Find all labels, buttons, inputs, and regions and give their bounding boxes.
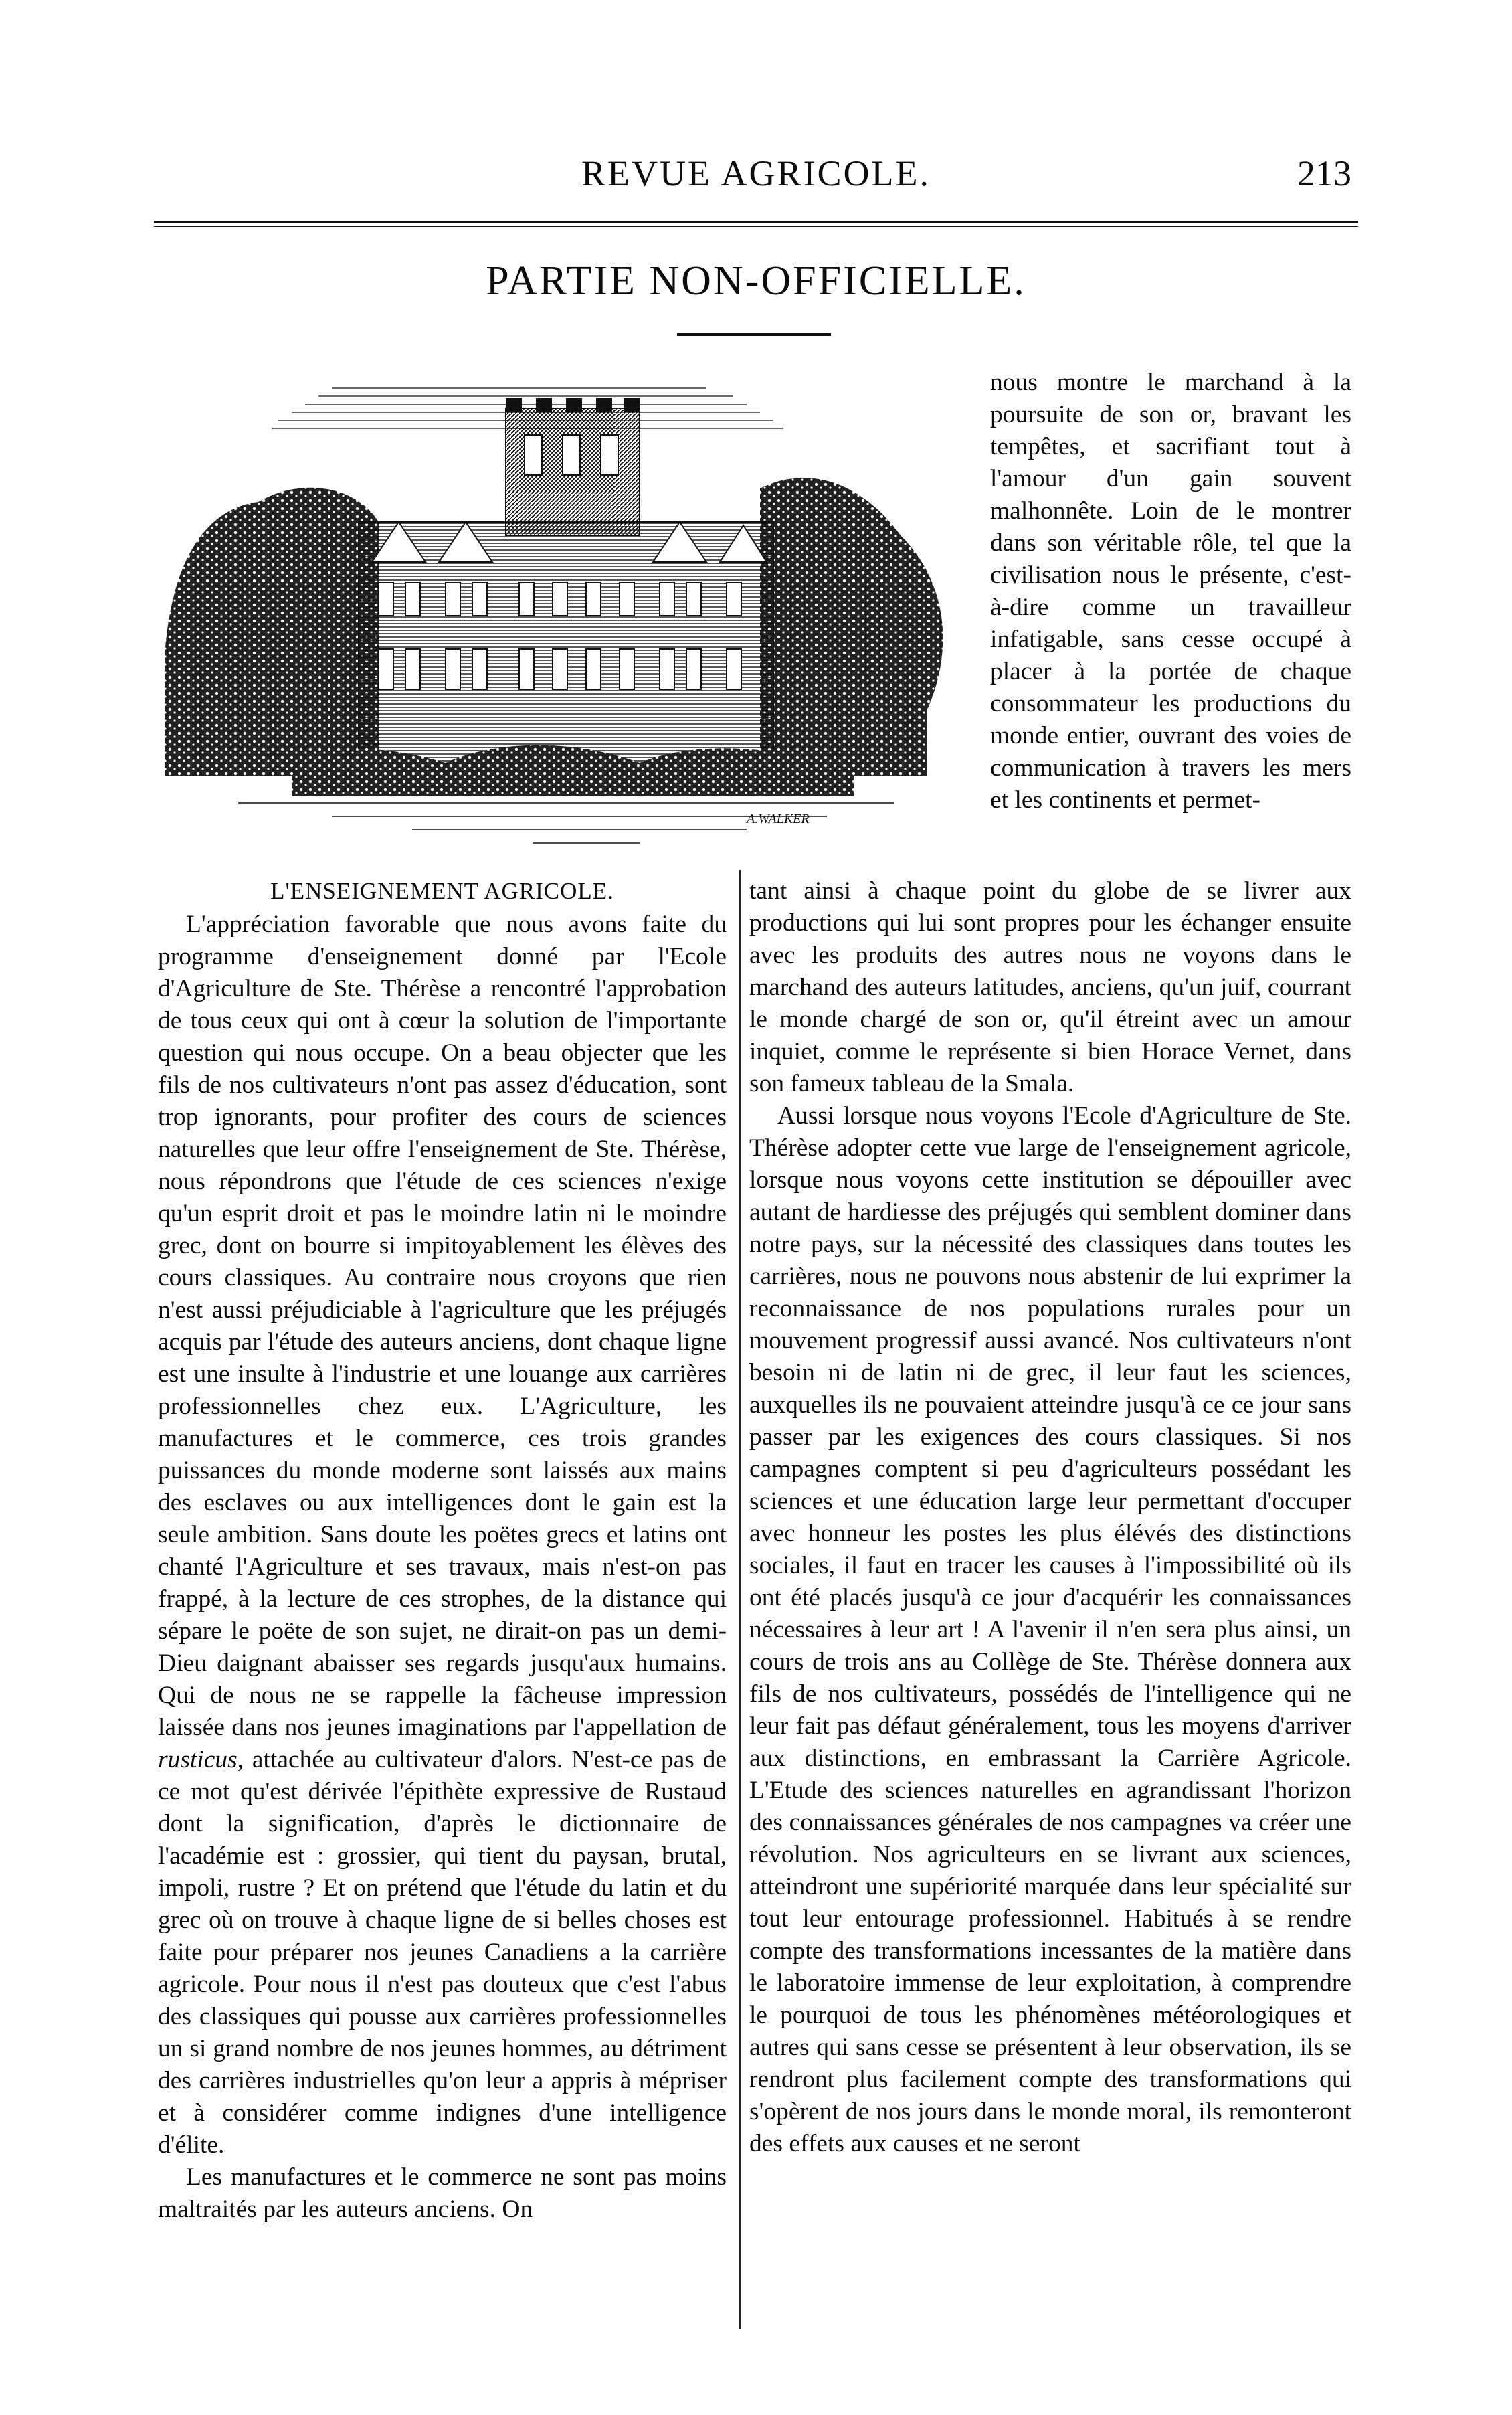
right-column (749, 875, 1351, 2160)
title-rule (677, 333, 831, 336)
paragraph-left-1: L'appréciation favorable que nous avons faite du programme d'enseignement donné par l'Ecole d'Agriculture de Ste. Thérèse a rencontré l'approbation de tous ceux qui ont à cœur la solution de l'importante question qui nous occupe. On a beau objecter que les fils de nos cultivateurs n'ont pas assez d'éducation, sont trop ignorants, pour profiter des cours de sciences naturelles que leur offre l'enseignement de Ste. Thérèse, nous répondrons que l'étude de ces sciences n'exige qu'un esprit droit et pas le moindre latin ni le moindre grec, dont on bourre si impitoyablement les élèves des cours classiques. Au contraire nous croyons que rien n'est aussi préjudiciable à l'agriculture que les préjugés acquis par l'étude des auteurs anciens, dont chaque ligne est une insulte à l'industrie et une louange aux carrières professionnelles chez eux. L'Agriculture, les manufactures et le commerce, ces trois grandes puissances du monde moderne sont laissés aux mains des esclaves ou aux intelligences dont le gain est la seule ambition. Sans doute les poëtes grecs et latins ont chanté l'Agriculture et ses travaux, mais n'est-on pas frappé, à la lecture de ces strophes, de la distance qui sépare le poëte de son sujet, ne dirait-on pas un demi-Dieu daignant abaisser ses regards jusqu'aux humains. Qui de nous ne se rappelle la fâcheuse impression laissée dans nos jeunes imaginations par l'appellation de rusticus, attachée au cultivateur d'alors. N'est-ce pas de ce mot qu'est dérivée l'épithète expressive de Rustaud dont la signification, d'après le dictionnaire de l'académie est : grossier, qui tient du paysan, brutal, impoli, rustre ? Et on prétend que l'étude du latin et du grec où on trouve à chaque ligne de si belles choses est faite pour préparer nos jeunes Canadiens a la carrière agricole. Pour nous il n'est pas douteux que c'est l'abus des classiques qui pousse aux carrières professionnelles un si grand nombre de nos jeunes hommes, au détriment des carrières industrielles qu'on leur a appris à mépriser et à considérer comme indignes d'une intelligence d'élite. (158, 911, 727, 2159)
paragraph-right-1: tant ainsi à chaque point du globe de se livrer aux productions qui lui sont propres pour les échanger ensuite avec les produits des autres nous ne voyons dans le marchand des auteurs latitudes, anciens, qu'un juif, courrant le monde chargé de son or, qu'il étreint avec un amour inquiet, comme le représente si bien Horace Vernet, dans son fameux tableau de la Smala. (749, 877, 1351, 1097)
engraver-signature: A.WALKER (747, 812, 810, 826)
running-head (154, 146, 1358, 206)
section-title: PARTIE NON-OFFICIELLE. (486, 258, 1026, 304)
article-heading: L'ENSEIGNEMENT AGRICOLE. (270, 878, 614, 904)
paragraph-right-top: nous montre le marchand à la poursuite de son or, bravant les tempêtes, et sacrifiant tout à l'amour d'un gain souvent malhonnête. Loin de le montrer dans son véritable rôle, tel que la civilisation nous le présente, c'est-à-dire comme un travailleur infatigable, sans cesse occupé à placer à la portée de chaque consommateur les productions du monde entier, ouvrant des voies de communication à travers les mers et les continents et permet- (990, 369, 1351, 814)
header-rule (154, 221, 1358, 223)
building-engraving (158, 361, 974, 870)
running-title: REVUE AGRICOLE. (581, 153, 931, 193)
paragraph-left-2: Les manufactures et le commerce ne sont pas moins maltraités par les auteurs anciens. On (158, 2163, 727, 2223)
rusticus-italic: rusticus (158, 1746, 238, 1773)
page-number: 213 (1297, 153, 1351, 193)
right-column-top (990, 367, 1351, 816)
header-rule-thin (154, 226, 1358, 227)
left-column (158, 875, 727, 2226)
column-rule (739, 870, 741, 2329)
paragraph-right-2: Aussi lorsque nous voyons l'Ecole d'Agriculture de Ste. Thérèse adopter cette vue large de l'enseignement agricole, lorsque nous voyons cette institution se dépouiller avec autant de hardiesse des préjugés qui semblent dominer dans notre pays, sur la nécessité des classiques dans toutes les carrières, nous ne pouvons nous abstenir de lui exprimer la reconnaissance de nos populations rurales pour un mouvement progressif aussi avancé. Nos cultivateurs n'ont besoin ni de latin ni de grec, il leur faut les sciences, auxquelles ils ne pouvaient atteindre jusqu'à ce ce jour sans passer par les exigences des cours classiques. Si nos campagnes comptent si peu d'agriculteurs possédant les sciences et une éducation large leur permettant d'occuper avec honneur les postes les plus élévés des distinctions sociales, il faut en tracer les causes à l'impossibilité où ils ont été placés jusqu'à ce jour d'acquérir les connaissances nécessaires à leur art ! A l'avenir il n'en sera plus ainsi, un cours de trois ans au Collège de Ste. Thérèse donnera aux fils de nos cultivateurs, possédés de l'intelligence qui ne leur fait pas défaut généralement, tous les moyens d'arriver aux distinctions, en embrassant la Carrière Agricole. L'Etude des sciences naturelles en agrandissant l'horizon des connaissances générales de nos campagnes va créer une révolution. Nos agriculteurs en se livrant aux sciences, atteindront une supériorité marquée dans leur spécialité sur tout leur entourage professionnel. Habitués à se rendre compte des transformations incessantes de la matière dans le laboratoire immense de leur exploitation, à comprendre le pourquoi de tous les phénomènes météorologiques et autres qui sans cesse se présentent à leur observation, ils se rendront plus facilement compte des transformations qui s'opèrent de nos jours dans le monde moral, ils remonteront des effets aux causes et ne seront (749, 1102, 1351, 2157)
